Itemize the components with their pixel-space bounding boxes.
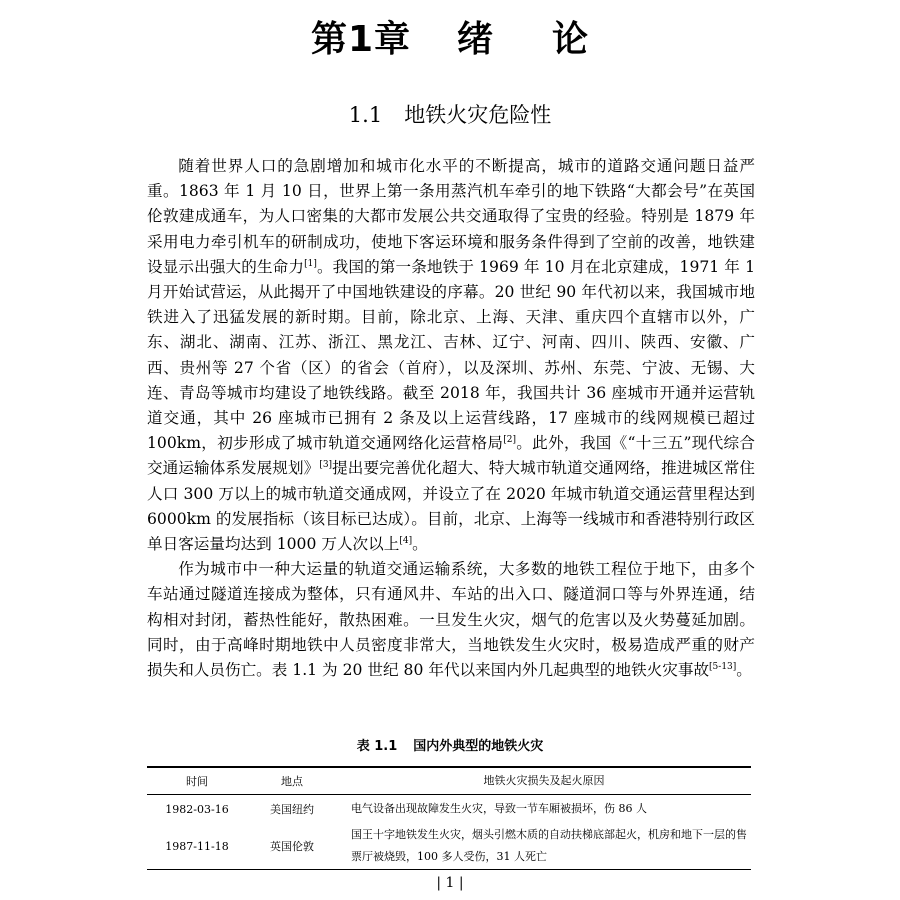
paragraph-1-text-d: 提出要完善优化超大、特大城市轨道交通网络，推进城区常住人口 300 万以上的城市轨道交通成网，并设立了在 2020 年城市轨道交通运营里程达到 6000km 的发展指标（该目标已达成）。目前，北京、上海等一线城市和香港特别行政区单日客运量均达到 1000 万人次以上 [147, 459, 755, 554]
table-header-row [147, 768, 751, 795]
table-cell-description: 电气设备出现故障发生火灾，导致一节车厢被损坏，伤 86 人 [351, 802, 647, 815]
chapter-title [0, 12, 900, 68]
chapter-title-char-1: 绪 [457, 19, 495, 60]
paragraph-2-text-b: 。 [736, 661, 752, 680]
table-row [147, 823, 751, 869]
section-number: 1.1 [348, 103, 383, 127]
table-cell-date: 1982-03-16 [165, 802, 229, 816]
table-header-cell: 时间 [186, 775, 208, 788]
table-header-cell: 地点 [281, 775, 303, 788]
table-cell-description: 国王十字地铁发生火灾，烟头引燃木质的自动扶梯底部起火，机房和地下一层的售票厅被烧毁，100 多人受伤，31 人死亡 [351, 828, 747, 863]
citation-ref: [4] [399, 535, 413, 546]
chapter-title-char-2: 论 [552, 19, 590, 60]
paragraph-2 [147, 557, 755, 683]
table-caption [0, 736, 900, 758]
table-cell-date: 1987-11-18 [165, 839, 229, 853]
page-number: | 1 | [436, 875, 464, 891]
paragraph-2-text-a: 作为城市中一种大运量的轨道交通运输系统，大多数的地铁工程位于地下，由多个车站通过隧道连接成为整体，只有通风井、车站的出入口、隧道洞口等与外界连通，结构相对封闭，蓄热性能好，散热困难。一旦发生火灾，烟气的危害以及火势蔓延加剧。同时，由于高峰时期地铁中人员密度非常大，当地铁发生火灾时，极易造成严重的财产损失和人员伤亡。表 1.1 为 20 世纪 80 年代以来国内外几起典型的地铁火灾事故 [147, 560, 755, 680]
table-row [147, 795, 751, 823]
citation-ref: [2] [503, 435, 516, 446]
table-caption-number: 表 1.1 [356, 739, 398, 754]
table-header-cell: 地铁火灾损失及起火原因 [483, 774, 605, 787]
chapter-label: 第1章 [310, 19, 412, 60]
body-text [147, 154, 755, 683]
paragraph-1-text-a: 随着世界人口的急剧增加和城市化水平的不断提高，城市的道路交通问题日益严重。1863 年 1 月 10 日，世界上第一条用蒸汽机车牵引的地下铁路“大都会号”在英国伦敦建成通车，为人口密集的大都市发展公共交通取得了宝贵的经验。特别是 1879 年采用电力牵引机车的研制成功，使地下客运环境和服务条件得到了空前的改善，地铁建设显示出强大的生命力 [147, 157, 755, 276]
paragraph-1-text-b: 。我国的第一条地铁于 1969 年 10 月在北京建成，1971 年 1 月开始试营运，从此揭开了中国地铁建设的序幕。20 世纪 90 年代初以来，我国城市地铁进入了迅猛发展的新时期。目前，除北京、上海、天津、重庆四个直辖市以外，广东、湖北、湖南、江苏、浙江、黑龙江、吉林、辽宁、河南、四川、陕西、安徽、广西、贵州等 27 个省（区）的省会（首府），以及深圳、苏州、东莞、宁波、无锡、大连、青岛等城市均建设了地铁线路。截至 2018 年，我国共计 36 座城市开通并运营轨道交通，其中 26 座城市已拥有 2 条及以上运营线路，17 座城市的线网规模已超过 100km，初步形成了城市轨道交通网络化运营格局 [147, 257, 755, 453]
section-title: 地铁火灾危险性 [404, 103, 552, 127]
paragraph-1-text-c: 。此外，我国《“十三五”现代综合交通运输体系发展规划》 [147, 434, 755, 478]
fire-incidents-table [147, 766, 751, 870]
citation-ref: [1] [304, 258, 317, 269]
citation-ref: [3] [319, 460, 333, 471]
table-cell-location: 美国纽约 [270, 803, 314, 816]
paragraph-1 [147, 154, 755, 557]
citation-ref: [5-13] [709, 661, 737, 672]
paragraph-1-text-e: 。 [412, 535, 428, 554]
section-heading [0, 98, 900, 132]
table-cell-location: 英国伦敦 [270, 840, 314, 853]
table-caption-title: 国内外典型的地铁火灾 [413, 739, 544, 754]
